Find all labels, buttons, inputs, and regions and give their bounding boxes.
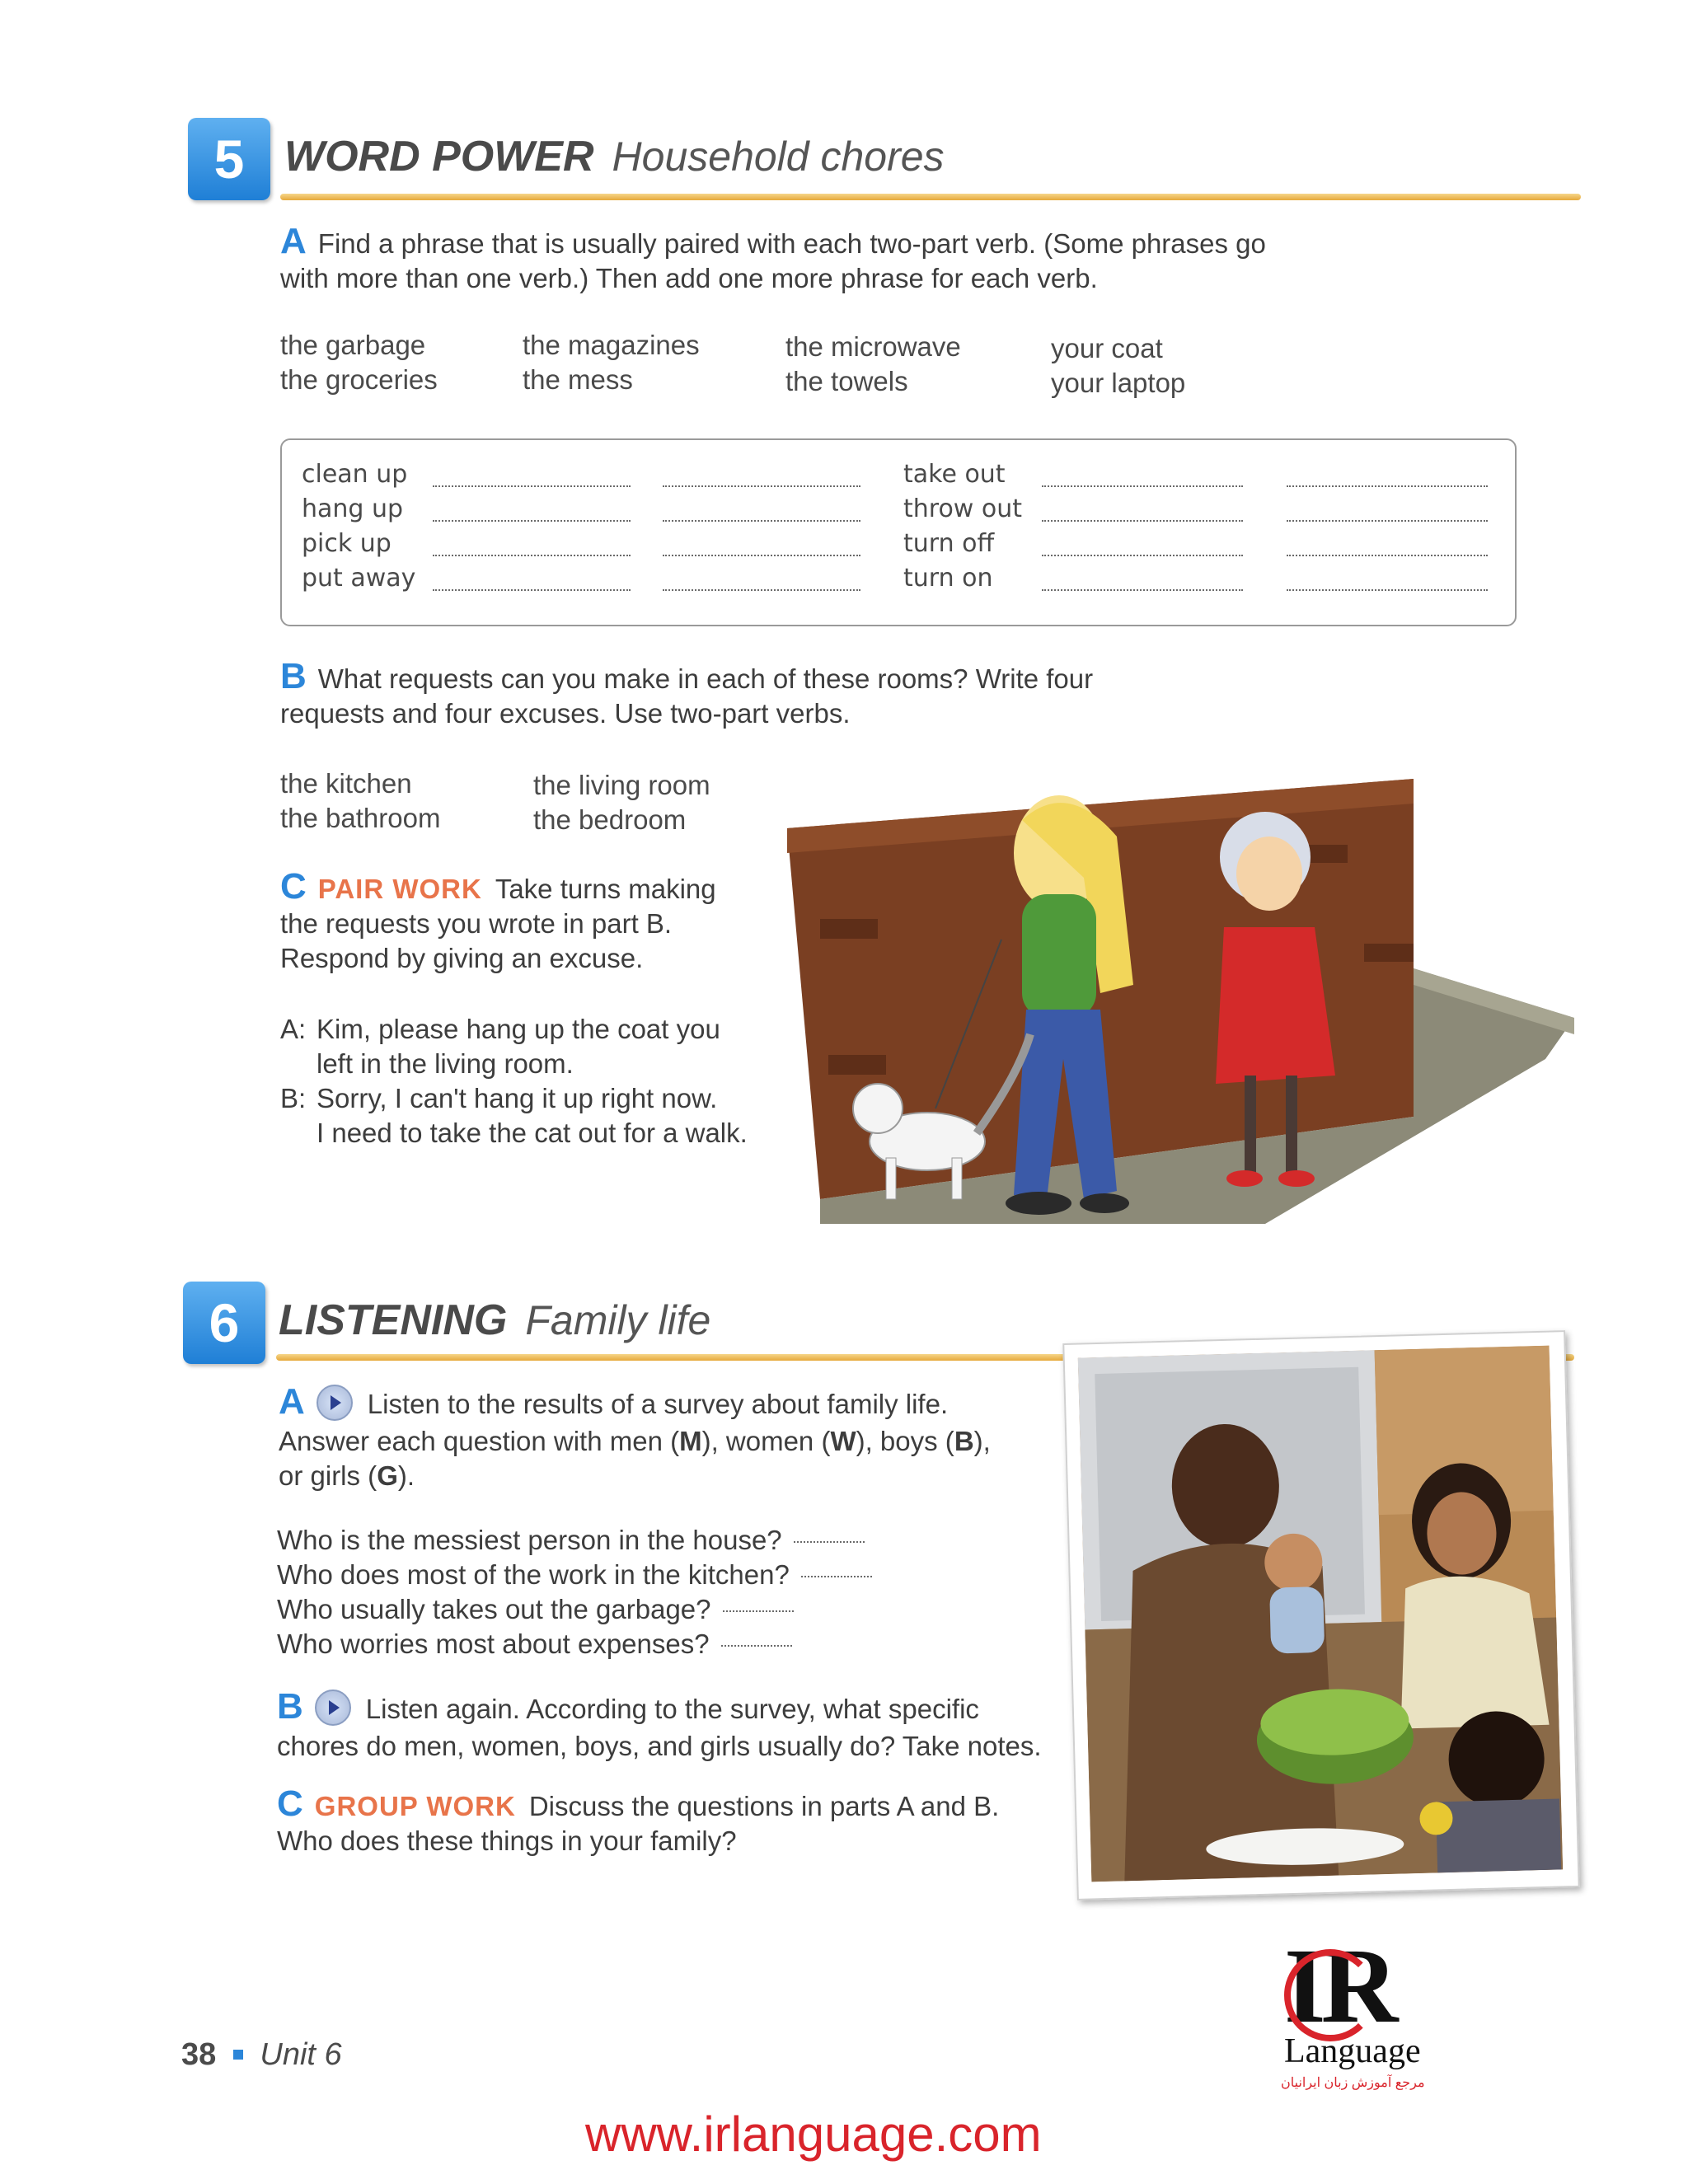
section-6-part-c bbox=[277, 1783, 1068, 1858]
section-5-badge bbox=[188, 118, 270, 200]
code-w: W bbox=[830, 1426, 856, 1457]
verbs-right-column bbox=[903, 457, 1022, 596]
phrase-col-2 bbox=[523, 328, 700, 397]
room-item: the living room bbox=[533, 770, 710, 800]
section-5-keyword: WORD POWER bbox=[284, 133, 594, 180]
verb-item: hang up bbox=[302, 494, 404, 523]
answer-blank[interactable] bbox=[794, 1541, 865, 1543]
verb-item: take out bbox=[903, 460, 1006, 489]
section-5-part-b-instruction bbox=[280, 656, 1137, 731]
pair-work-keyword: PAIR WORK bbox=[317, 874, 482, 904]
answer-blank[interactable] bbox=[1287, 485, 1488, 487]
question-text: Who usually takes out the garbage? bbox=[277, 1594, 711, 1624]
question-row bbox=[277, 1627, 936, 1661]
phrase-col-4 bbox=[1051, 331, 1185, 401]
logo-text: Language bbox=[1284, 2032, 1421, 2070]
question-text: Who worries most about expenses? bbox=[277, 1629, 710, 1659]
phrase-col-3 bbox=[785, 330, 961, 399]
footer-square-icon bbox=[233, 2050, 243, 2060]
section-5-rule bbox=[280, 194, 1581, 200]
speaker: B: bbox=[280, 1083, 307, 1113]
part-b-text-1: Listen again. According to the survey, what specific bbox=[365, 1694, 979, 1724]
part-a-letter: A bbox=[279, 1381, 305, 1422]
code-m: M bbox=[679, 1426, 702, 1457]
dialogue-line bbox=[280, 1116, 775, 1151]
part-a-line-3 bbox=[279, 1459, 1070, 1493]
verb-item: pick up bbox=[302, 529, 392, 558]
group-work-keyword: GROUP WORK bbox=[314, 1791, 516, 1821]
part-a-text-1: Listen to the results of a survey about family life. bbox=[367, 1389, 949, 1419]
verb-item: turn on bbox=[903, 564, 993, 593]
text: ). bbox=[397, 1460, 415, 1492]
answer-blank[interactable] bbox=[723, 1610, 794, 1612]
section-5-subtitle: Household chores bbox=[612, 134, 945, 180]
question-row bbox=[277, 1523, 936, 1558]
section-6-part-b bbox=[277, 1686, 1068, 1764]
text: Answer each question with men ( bbox=[279, 1426, 680, 1457]
room-item: the kitchen bbox=[280, 768, 412, 799]
phrase-item: the microwave bbox=[785, 331, 961, 362]
section-6-number: 6 bbox=[209, 1292, 240, 1353]
section-6-title bbox=[279, 1296, 710, 1345]
verb-item: throw out bbox=[903, 494, 1023, 523]
dialogue-text: Kim, please hang up the coat you bbox=[316, 1014, 720, 1044]
watermark-url[interactable]: www.irlanguage.com bbox=[585, 2107, 1042, 2162]
phrase-col-1 bbox=[280, 328, 438, 397]
question-text: Who does most of the work in the kitchen? bbox=[277, 1559, 790, 1590]
answer-blank[interactable] bbox=[1287, 589, 1488, 591]
dialogue-line bbox=[280, 1047, 775, 1081]
part-c-text-3: Respond by giving an excuse. bbox=[280, 943, 644, 973]
part-c-line-1 bbox=[277, 1783, 1068, 1824]
part-c-text-2: the requests you wrote in part B. bbox=[280, 908, 673, 939]
part-b-letter: B bbox=[280, 656, 307, 696]
verb-item: clean up bbox=[302, 460, 408, 489]
question-row bbox=[277, 1592, 936, 1627]
phrase-item: the mess bbox=[523, 364, 633, 395]
room-item: the bathroom bbox=[280, 803, 441, 833]
question-text: Who is the messiest person in the house? bbox=[277, 1525, 782, 1555]
rooms-col-1 bbox=[280, 766, 440, 836]
text: ), bbox=[973, 1426, 991, 1457]
part-a-line-1 bbox=[279, 1381, 1070, 1424]
part-b-text: What requests can you make in each of these rooms? Write four requests and four excuses. Use two-part verbs. bbox=[280, 663, 1094, 729]
part-b-text-2: chores do men, women, boys, and girls usually do? Take notes. bbox=[277, 1731, 1042, 1762]
section-5-part-a-instruction bbox=[280, 221, 1269, 296]
irlanguage-logo bbox=[1276, 1927, 1441, 2097]
text: or girls ( bbox=[279, 1460, 377, 1492]
logo-persian-text: مرجع آموزش زبان ایرانیان bbox=[1281, 2076, 1425, 2090]
dialogue bbox=[280, 1012, 775, 1151]
section-6-part-a bbox=[279, 1381, 1070, 1493]
dialogue-text: Sorry, I can't hang it up right now. bbox=[316, 1083, 718, 1113]
answer-blank[interactable] bbox=[1287, 555, 1488, 556]
answer-blank[interactable] bbox=[663, 485, 860, 487]
phrase-item: the towels bbox=[785, 366, 908, 396]
part-c-letter: C bbox=[280, 866, 307, 907]
answer-blank[interactable] bbox=[1042, 520, 1243, 522]
text: ), boys ( bbox=[856, 1426, 954, 1457]
part-c-text-1: Discuss the questions in parts A and B. bbox=[528, 1791, 1000, 1821]
rooms-col-2 bbox=[533, 768, 710, 837]
verb-item: put away bbox=[302, 564, 416, 593]
question-row bbox=[277, 1558, 936, 1592]
dialogue-line bbox=[280, 1081, 775, 1116]
answer-blank[interactable] bbox=[721, 1645, 792, 1647]
family-photo-frame bbox=[1062, 1330, 1579, 1900]
answer-blank[interactable] bbox=[1287, 520, 1488, 522]
phrase-item: the magazines bbox=[523, 330, 700, 360]
section-6-subtitle: Family life bbox=[525, 1297, 711, 1343]
answer-blank[interactable] bbox=[1042, 555, 1243, 556]
logo-ring-icon bbox=[1284, 1949, 1376, 2041]
part-a-text: Find a phrase that is usually paired with each two-part verb. (Some phrases go with more than one verb.) Then add one more phrase for each verb. bbox=[280, 228, 1266, 293]
part-b-letter: B bbox=[277, 1686, 303, 1727]
answer-blank[interactable] bbox=[1042, 485, 1243, 487]
part-c-text-1: Take turns making bbox=[495, 874, 716, 904]
text: ), women ( bbox=[701, 1426, 831, 1457]
dialogue-text: I need to take the cat out for a walk. bbox=[316, 1118, 748, 1148]
verb-table-box bbox=[280, 438, 1517, 626]
section-5-title bbox=[284, 132, 945, 181]
phrase-item: your laptop bbox=[1051, 368, 1186, 398]
answer-blank[interactable] bbox=[663, 589, 860, 591]
answer-blank[interactable] bbox=[801, 1576, 872, 1577]
family-photo bbox=[1078, 1346, 1563, 1882]
cartoon-illustration bbox=[787, 762, 1574, 1232]
answer-blank[interactable] bbox=[433, 589, 631, 591]
audio-play-icon[interactable] bbox=[316, 1385, 353, 1421]
answer-blank[interactable] bbox=[433, 485, 631, 487]
part-c-text-2: Who does these things in your family? bbox=[277, 1825, 737, 1856]
survey-questions bbox=[277, 1523, 936, 1661]
part-b-line-1 bbox=[277, 1686, 1068, 1729]
section-5-part-c bbox=[280, 866, 758, 976]
unit-label: Unit 6 bbox=[260, 2037, 342, 2072]
answer-blank[interactable] bbox=[433, 555, 631, 556]
answer-blank[interactable] bbox=[663, 520, 860, 522]
audio-play-icon[interactable] bbox=[315, 1690, 351, 1726]
code-b: B bbox=[954, 1426, 974, 1457]
dialogue-text: left in the living room. bbox=[316, 1048, 574, 1079]
part-c-line-1 bbox=[280, 866, 758, 907]
code-g: G bbox=[377, 1460, 398, 1492]
logo-letters: IR bbox=[1284, 1927, 1394, 2046]
phrase-item: your coat bbox=[1051, 333, 1163, 363]
answer-blank[interactable] bbox=[433, 520, 631, 522]
part-a-line-2 bbox=[279, 1424, 1070, 1459]
section-6-keyword: LISTENING bbox=[279, 1296, 508, 1344]
phrase-item: the groceries bbox=[280, 364, 438, 395]
verb-item: turn off bbox=[903, 529, 995, 558]
dialogue-line bbox=[280, 1012, 775, 1047]
answer-blank[interactable] bbox=[663, 555, 860, 556]
phrase-item: the garbage bbox=[280, 330, 426, 360]
section-5-number: 5 bbox=[213, 129, 245, 190]
page-footer bbox=[181, 2037, 342, 2073]
section-6-badge bbox=[183, 1282, 265, 1364]
page-number: 38 bbox=[181, 2037, 217, 2072]
part-c-letter: C bbox=[277, 1783, 303, 1824]
speaker: A: bbox=[280, 1014, 307, 1044]
answer-blank[interactable] bbox=[1042, 589, 1243, 591]
part-a-letter: A bbox=[280, 221, 307, 261]
verbs-left-column bbox=[302, 457, 415, 596]
room-item: the bedroom bbox=[533, 804, 687, 835]
